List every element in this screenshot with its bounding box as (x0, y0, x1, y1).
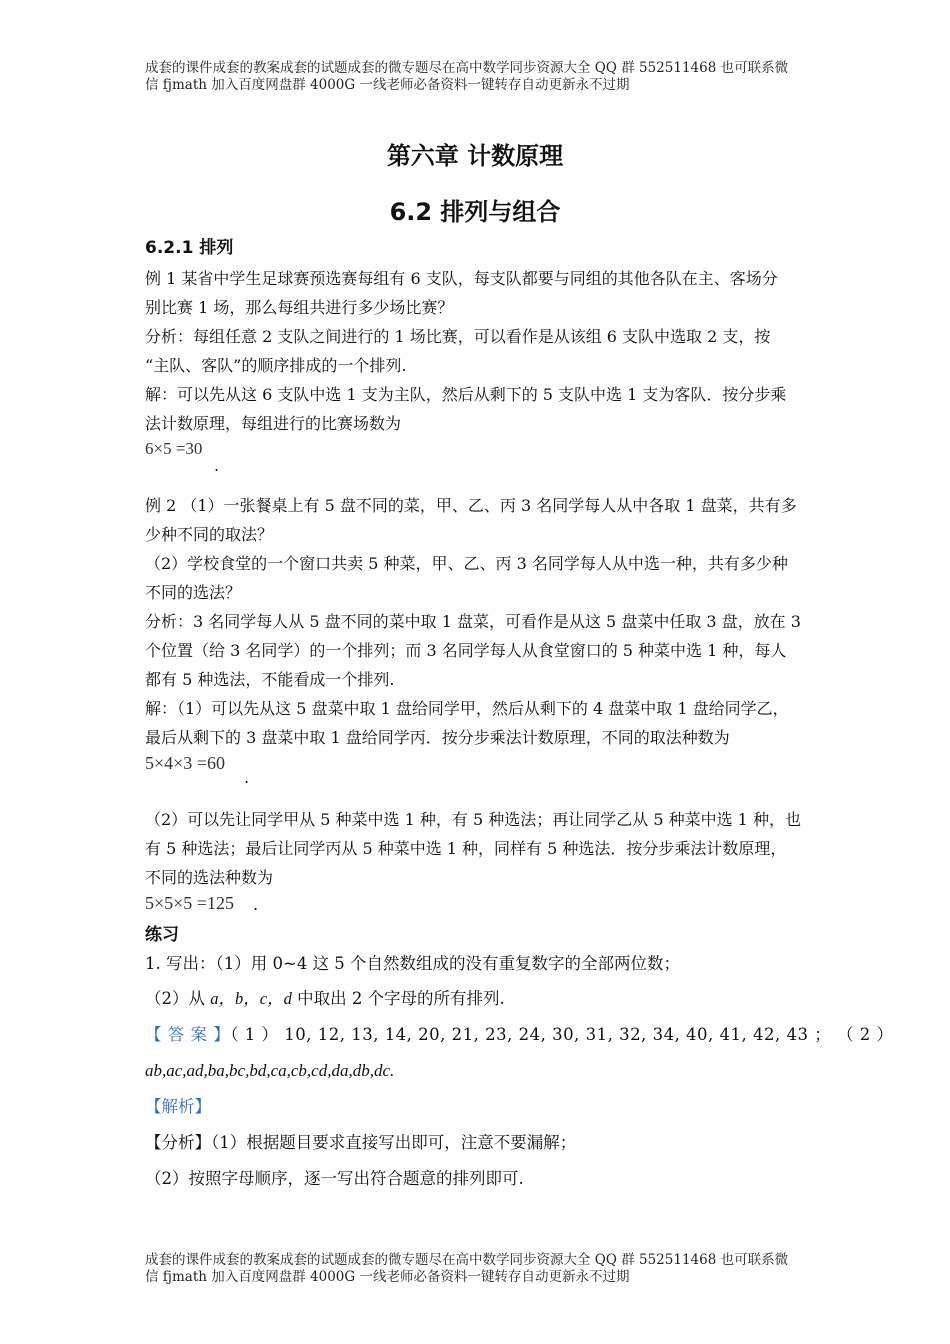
example1-analysis-line1: 分析：每组任意 2 支队之间进行的 1 场比赛，可以看作是从该组 6 支队中选取 2 支，按 (145, 327, 771, 346)
section-title: 6.2 排列与组合 (389, 198, 561, 226)
example1-question-line2: 别比赛 1 场，那么每组共进行多少场比赛？ (145, 298, 454, 317)
practice-q1-text: （1）用 0~4 这 5 个自然数组成的没有重复数字的全部两位数； (215, 954, 681, 973)
example2-formula1-period: . (244, 768, 250, 787)
fenxi-text-1: （1）根据题目要求直接写出即可，注意不要漏解； (211, 1133, 577, 1152)
example2-solution-line5: 不同的选法种数为 (145, 868, 274, 887)
analysis-label: 【解析】 (145, 1097, 211, 1116)
footer-line-2: 信 fjmath 加入百度网盘群 4000G 一线老师必备资料一键转存自动更新永不过期 (145, 1269, 630, 1285)
answer-part1: （ 1 ） 10, 12, 13, 14, 20, 21, 23, 24, 30, 31, 32, 34, 40, 41, 42, 43 ； （ 2 ） (230, 1025, 894, 1044)
practice-heading: 练习 (145, 925, 179, 945)
example2-solution-line1: 解：（1）可以先从这 5 盘菜中取 1 盘给同学甲，然后从剩下的 4 盘菜中取 1 盘给同学乙， (145, 699, 789, 718)
example2-analysis-line1: 分析：3 名同学每人从 5 盘不同的菜中取 1 盘菜，可看作是从这 5 盘菜中任取 3 盘，放在 3 (145, 612, 801, 631)
practice-q1-number: 1. 写出： (145, 954, 216, 973)
practice-q2-suffix: 中取出 2 个字母的所有排列. (291, 989, 505, 1008)
example2-question-line2: 少种不同的取法？ (145, 525, 274, 544)
example2-question-line3: （2）学校食堂的一个窗口共卖 5 种菜，甲、乙、丙 3 名同学每人从中选一种，共有多少种 (145, 554, 788, 573)
header-line-1: 成套的课件成套的教案成套的试题成套的微专题尽在高中数学同步资源大全 QQ 群 552511468 也可联系微 (145, 60, 789, 76)
example1-analysis-line2: “主队、客队”的顺序排成的一个排列. (145, 356, 407, 375)
fenxi-line1 (145, 1133, 576, 1153)
example2-solution-line4: 有 5 种选法；最后让同学丙从 5 种菜中选 1 种，同样有 5 种选法．按分步乘法计数原理， (145, 839, 787, 858)
example2-formula1: 5×4×3 =60 (145, 753, 225, 773)
header-line-2: 信 fjmath 加入百度网盘群 4000G 一线老师必备资料一键转存自动更新永不过期 (145, 77, 630, 93)
example2-formula2-period: . (253, 895, 259, 914)
practice-question-1 (145, 954, 680, 974)
chapter-title: 第六章 计数原理 (386, 142, 564, 170)
example1-formula-period: . (214, 456, 220, 475)
example2-solution-line3: （2）可以先让同学甲从 5 种菜中选 1 种，有 5 种选法；再让同学乙从 5 种菜中选 1 种，也 (145, 810, 801, 829)
example1-solution-line2: 法计数原理，每组进行的比赛场数为 (145, 414, 402, 433)
example1-formula: 6×5 =30 (145, 439, 203, 458)
fenxi-line2: （2）按照字母顺序，逐一写出符合题意的排列即可. (145, 1169, 524, 1188)
subsection-title: 6.2.1 排列 (145, 238, 234, 258)
example2-question-line4: 不同的选法？ (145, 583, 242, 602)
practice-q2-prefix: （2）从 (145, 989, 211, 1008)
fenxi-label: 【分析】 (145, 1133, 211, 1152)
practice-q2-letters: a，b，c，d (210, 989, 292, 1008)
practice-question-2 (145, 989, 505, 1009)
example1-solution-line1: 解：可以先从这 6 支队中选 1 支为主队，然后从剩下的 5 支队中选 1 支为客队．按分步乘 (145, 385, 787, 404)
page-header (145, 60, 815, 94)
practice-answer-line1 (145, 1025, 894, 1045)
footer-line-1: 成套的课件成套的教案成套的试题成套的微专题尽在高中数学同步资源大全 QQ 群 552511468 也可联系微 (145, 1252, 789, 1268)
page-footer (145, 1252, 815, 1286)
example1-question-line1: 例 1 某省中学生足球赛预选赛每组有 6 支队，每支队都要与同组的其他各队在主、客场分 (145, 269, 778, 288)
example2-analysis-line3: 都有 5 种选法，不能看成一个排列. (145, 670, 395, 689)
answer-label: 【 答 案 】 (145, 1025, 231, 1044)
example2-solution-line2: 最后从剩下的 3 盘菜中取 1 盘给同学丙．按分步乘法计数原理，不同的取法种数为 (145, 728, 730, 747)
example2-analysis-line2: 个位置（给 3 名同学）的一个排列；而 3 名同学每人从食堂窗口的 5 种菜中选 1 种，每人 (145, 641, 787, 660)
practice-answer-line2: ab,ac,ad,ba,bc,bd,ca,cb,cd,da,db,dc. (145, 1061, 395, 1080)
example2-formula2: 5×5×5 =125 (145, 893, 234, 913)
example2-question-line1: 例 2 （1）一张餐桌上有 5 盘不同的菜，甲、乙、丙 3 名同学每人从中各取 1 盘菜，共有多 (145, 496, 797, 515)
